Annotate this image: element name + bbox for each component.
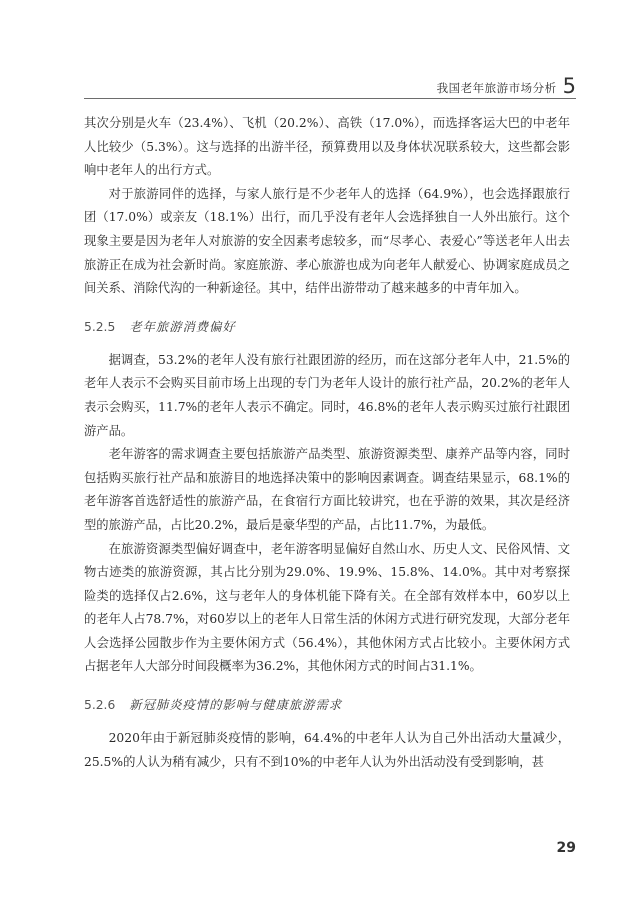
section-title: 新冠肺炎疫情的影响与健康旅游需求 bbox=[129, 698, 343, 713]
section-number: 5.2.5 bbox=[84, 319, 116, 334]
page-number: 29 bbox=[556, 840, 576, 856]
running-header bbox=[420, 72, 576, 96]
chapter-number: 5 bbox=[562, 74, 576, 98]
section-heading-5-2-5 bbox=[84, 315, 570, 339]
section-title: 老年旅游消费偏好 bbox=[129, 319, 236, 334]
paragraph-resource-preference: 在旅游资源类型偏好调查中，老年游客明显偏好自然山水、历史人文、民俗风情、文物古迹类的旅游资源，其占比分别为29.0%、19.9%、15.8%、14.0%。其中对考察探险类的选择仅占2.6%，这与老年人的身体机能下降有关。在全部有效样本中，60岁以上的老年人占78.7%，对60岁以上的老年人日常生活的休闲方式进行研究发现，大部分老年人会选择公园散步作为主要休闲方式（56.4%），其他休闲方式占比较小。主要休闲方式占据老年人大部分时间段概率为36.2%，其他休闲方式的时间占31.1%。 bbox=[84, 541, 570, 674]
page-body bbox=[84, 112, 570, 774]
section-heading-5-2-6 bbox=[84, 693, 570, 717]
paragraph-companions: 对于旅游同伴的选择，与家人旅行是不少老年人的选择（64.9%），也会选择跟旅行团（17.0%）或亲友（18.1%）出行，而几乎没有老年人会选择独自一人外出旅行。这个现象主要是因为老年人对旅游的安全因素考虑较多，而“尽孝心、表爱心”等送老年人出去旅游正在成为社会新时尚。家庭旅游、孝心旅游也成为向老年人献爱心、协调家庭成员之间关系、消除代沟的一种新途径。其中，结伴出游带动了越来越多的中青年加入。 bbox=[84, 186, 570, 296]
paragraph-covid: 2020年由于新冠肺炎疫情的影响，64.4%的中老年人认为自己外出活动大量减少，25.5%的人认为稍有减少，只有不到10%的中老年人认为外出活动没有受到影响，甚 bbox=[84, 731, 570, 769]
paragraph-demand: 老年游客的需求调查主要包括旅游产品类型、旅游资源类型、康养产品等内容，同时包括购买旅行社产品和旅游目的地选择决策中的影响因素调查。调查结果显示，68.1%的老年游客首选舒适性的旅游产品，在食宿行方面比较讲究，也在乎游的效果，其次是经济型的旅游产品，占比20.2%，最后是豪华型的产品，占比11.7%，为最低。 bbox=[84, 447, 570, 532]
paragraph-transport: 其次分别是火车（23.4%）、飞机（20.2%）、高铁（17.0%），而选择客运大巴的中老年人比较少（5.3%）。这与选择的出游半径，预算费用以及身体状况联系较大，这些都会影响中老年人的出行方式。 bbox=[84, 116, 570, 178]
section-number: 5.2.6 bbox=[84, 698, 116, 713]
paragraph-survey: 据调查，53.2%的老年人没有旅行社跟团游的经历，而在这部分老年人中，21.5%的老年人表示不会购买目前市场上出现的专门为老年人设计的旅行社产品，20.2%的老年人表示会购买，11.7%的老年人表示不确定。同时，46.8%的老年人表示购买过旅行社跟团游产品。 bbox=[84, 352, 570, 438]
chapter-title: 我国老年旅游市场分析 bbox=[436, 81, 557, 95]
header-rule bbox=[84, 98, 576, 99]
